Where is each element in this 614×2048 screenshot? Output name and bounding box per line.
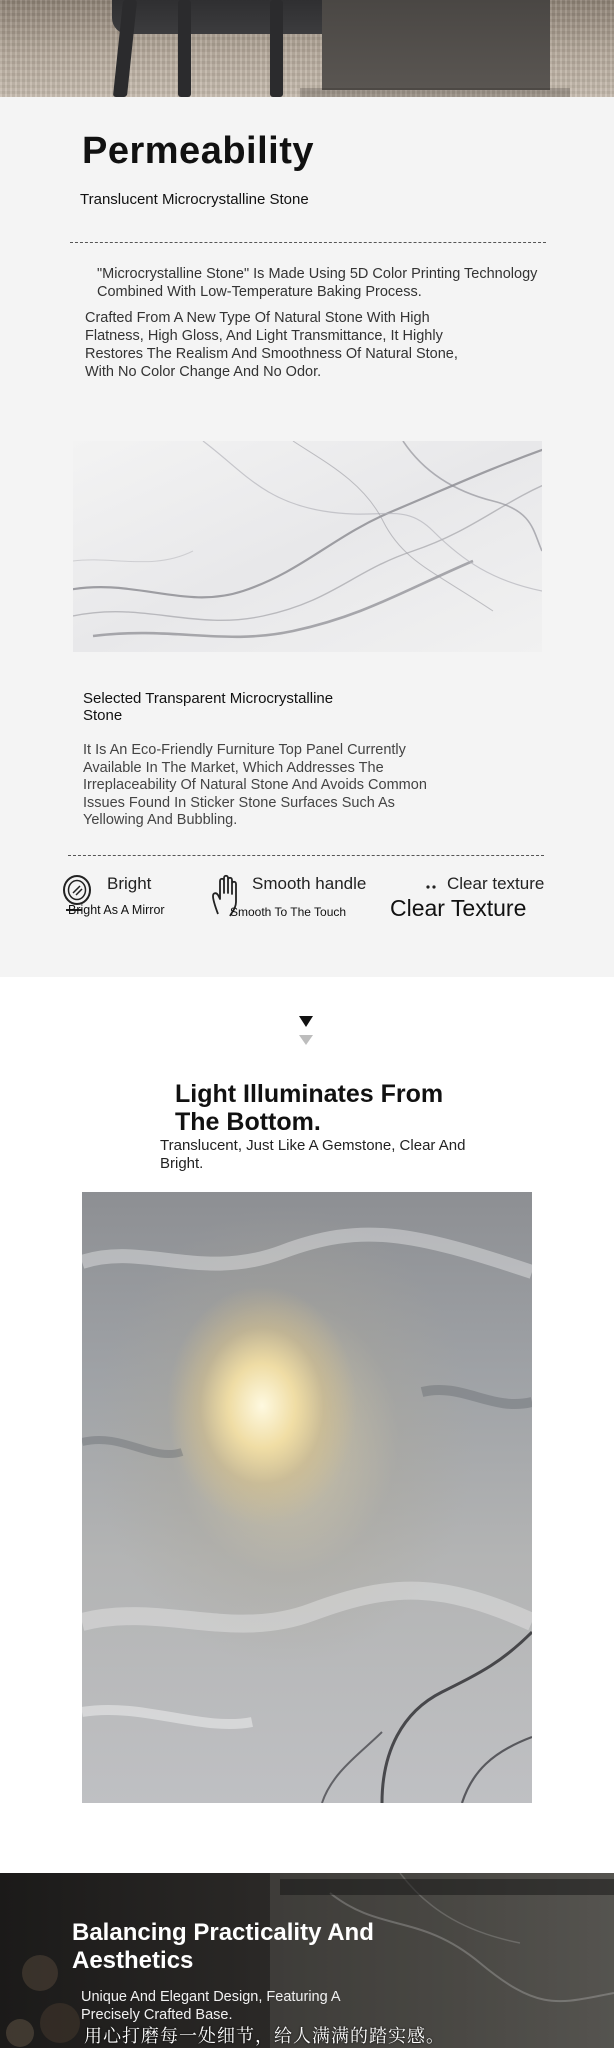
- arrow-down-icon: [299, 1016, 313, 1027]
- permeability-subtitle: Translucent Microcrystalline Stone: [80, 191, 309, 208]
- chair-leg: [270, 0, 283, 97]
- feature-clear-texture: [425, 872, 555, 896]
- table-shadow: [300, 88, 570, 97]
- chair-seat: [112, 0, 348, 34]
- banner-title: Balancing Practicality And Aesthetics: [72, 1919, 374, 1974]
- banner-caption: 用心打磨每一处细节，给人满满的踏实感。: [84, 2026, 445, 2046]
- feature-label-smooth: Smooth handle: [252, 874, 367, 893]
- feature-bright: [60, 872, 210, 922]
- light-title: Light Illuminates From The Bottom.: [175, 1080, 444, 1136]
- table-base: [322, 0, 550, 90]
- chair-leg: [178, 0, 191, 97]
- marble-texture-image: [73, 441, 542, 652]
- clear-texture-heading: Clear Texture: [390, 895, 527, 921]
- permeability-title: Permeability: [82, 130, 314, 172]
- divider: [70, 242, 546, 243]
- feature-smooth-handle: [208, 872, 388, 922]
- feature-sub-smooth: Smooth To The Touch: [230, 905, 347, 919]
- arrow-down-icon: [299, 1035, 313, 1045]
- selected-title: Selected Transparent Microcrystalline Stone: [83, 690, 334, 724]
- texture-icon: [425, 882, 439, 892]
- light-subtitle: Translucent, Just Like A Gemstone, Clear And Bright.: [160, 1137, 466, 1172]
- divider: [68, 855, 544, 856]
- feature-label-bright: Bright: [107, 874, 152, 893]
- marble-veins: [73, 441, 542, 652]
- backlit-stone-image: [82, 1192, 532, 1803]
- feature-sub-bright: Bright As A Mirror: [68, 903, 165, 917]
- permeability-paragraph-2: Crafted From A New Type Of Natural Stone With High Flatness, High Gloss, And Light Transmittance, It Highly Restores The Realism And Smoothness Of Natural Stone, With No Color Change And No Odor.: [85, 310, 458, 380]
- permeability-paragraph-1: "Microcrystalline Stone" Is Made Using 5D Color Printing Technology Combined With Low-Temperature Baking Process.: [97, 266, 538, 300]
- selected-description: It Is An Eco-Friendly Furniture Top Panel Currently Available In The Market, Which Addresses The Irreplaceability Of Natural Stone And Avoids Common Issues Found In Sticker Stone Surfaces Such As Yellowing And Bubbling.: [83, 742, 427, 828]
- stone-veins: [82, 1192, 532, 1803]
- banner-subtitle: Unique And Elegant Design, Featuring A Precisely Crafted Base.: [81, 1989, 340, 2023]
- feature-label-clear: Clear texture: [447, 874, 545, 893]
